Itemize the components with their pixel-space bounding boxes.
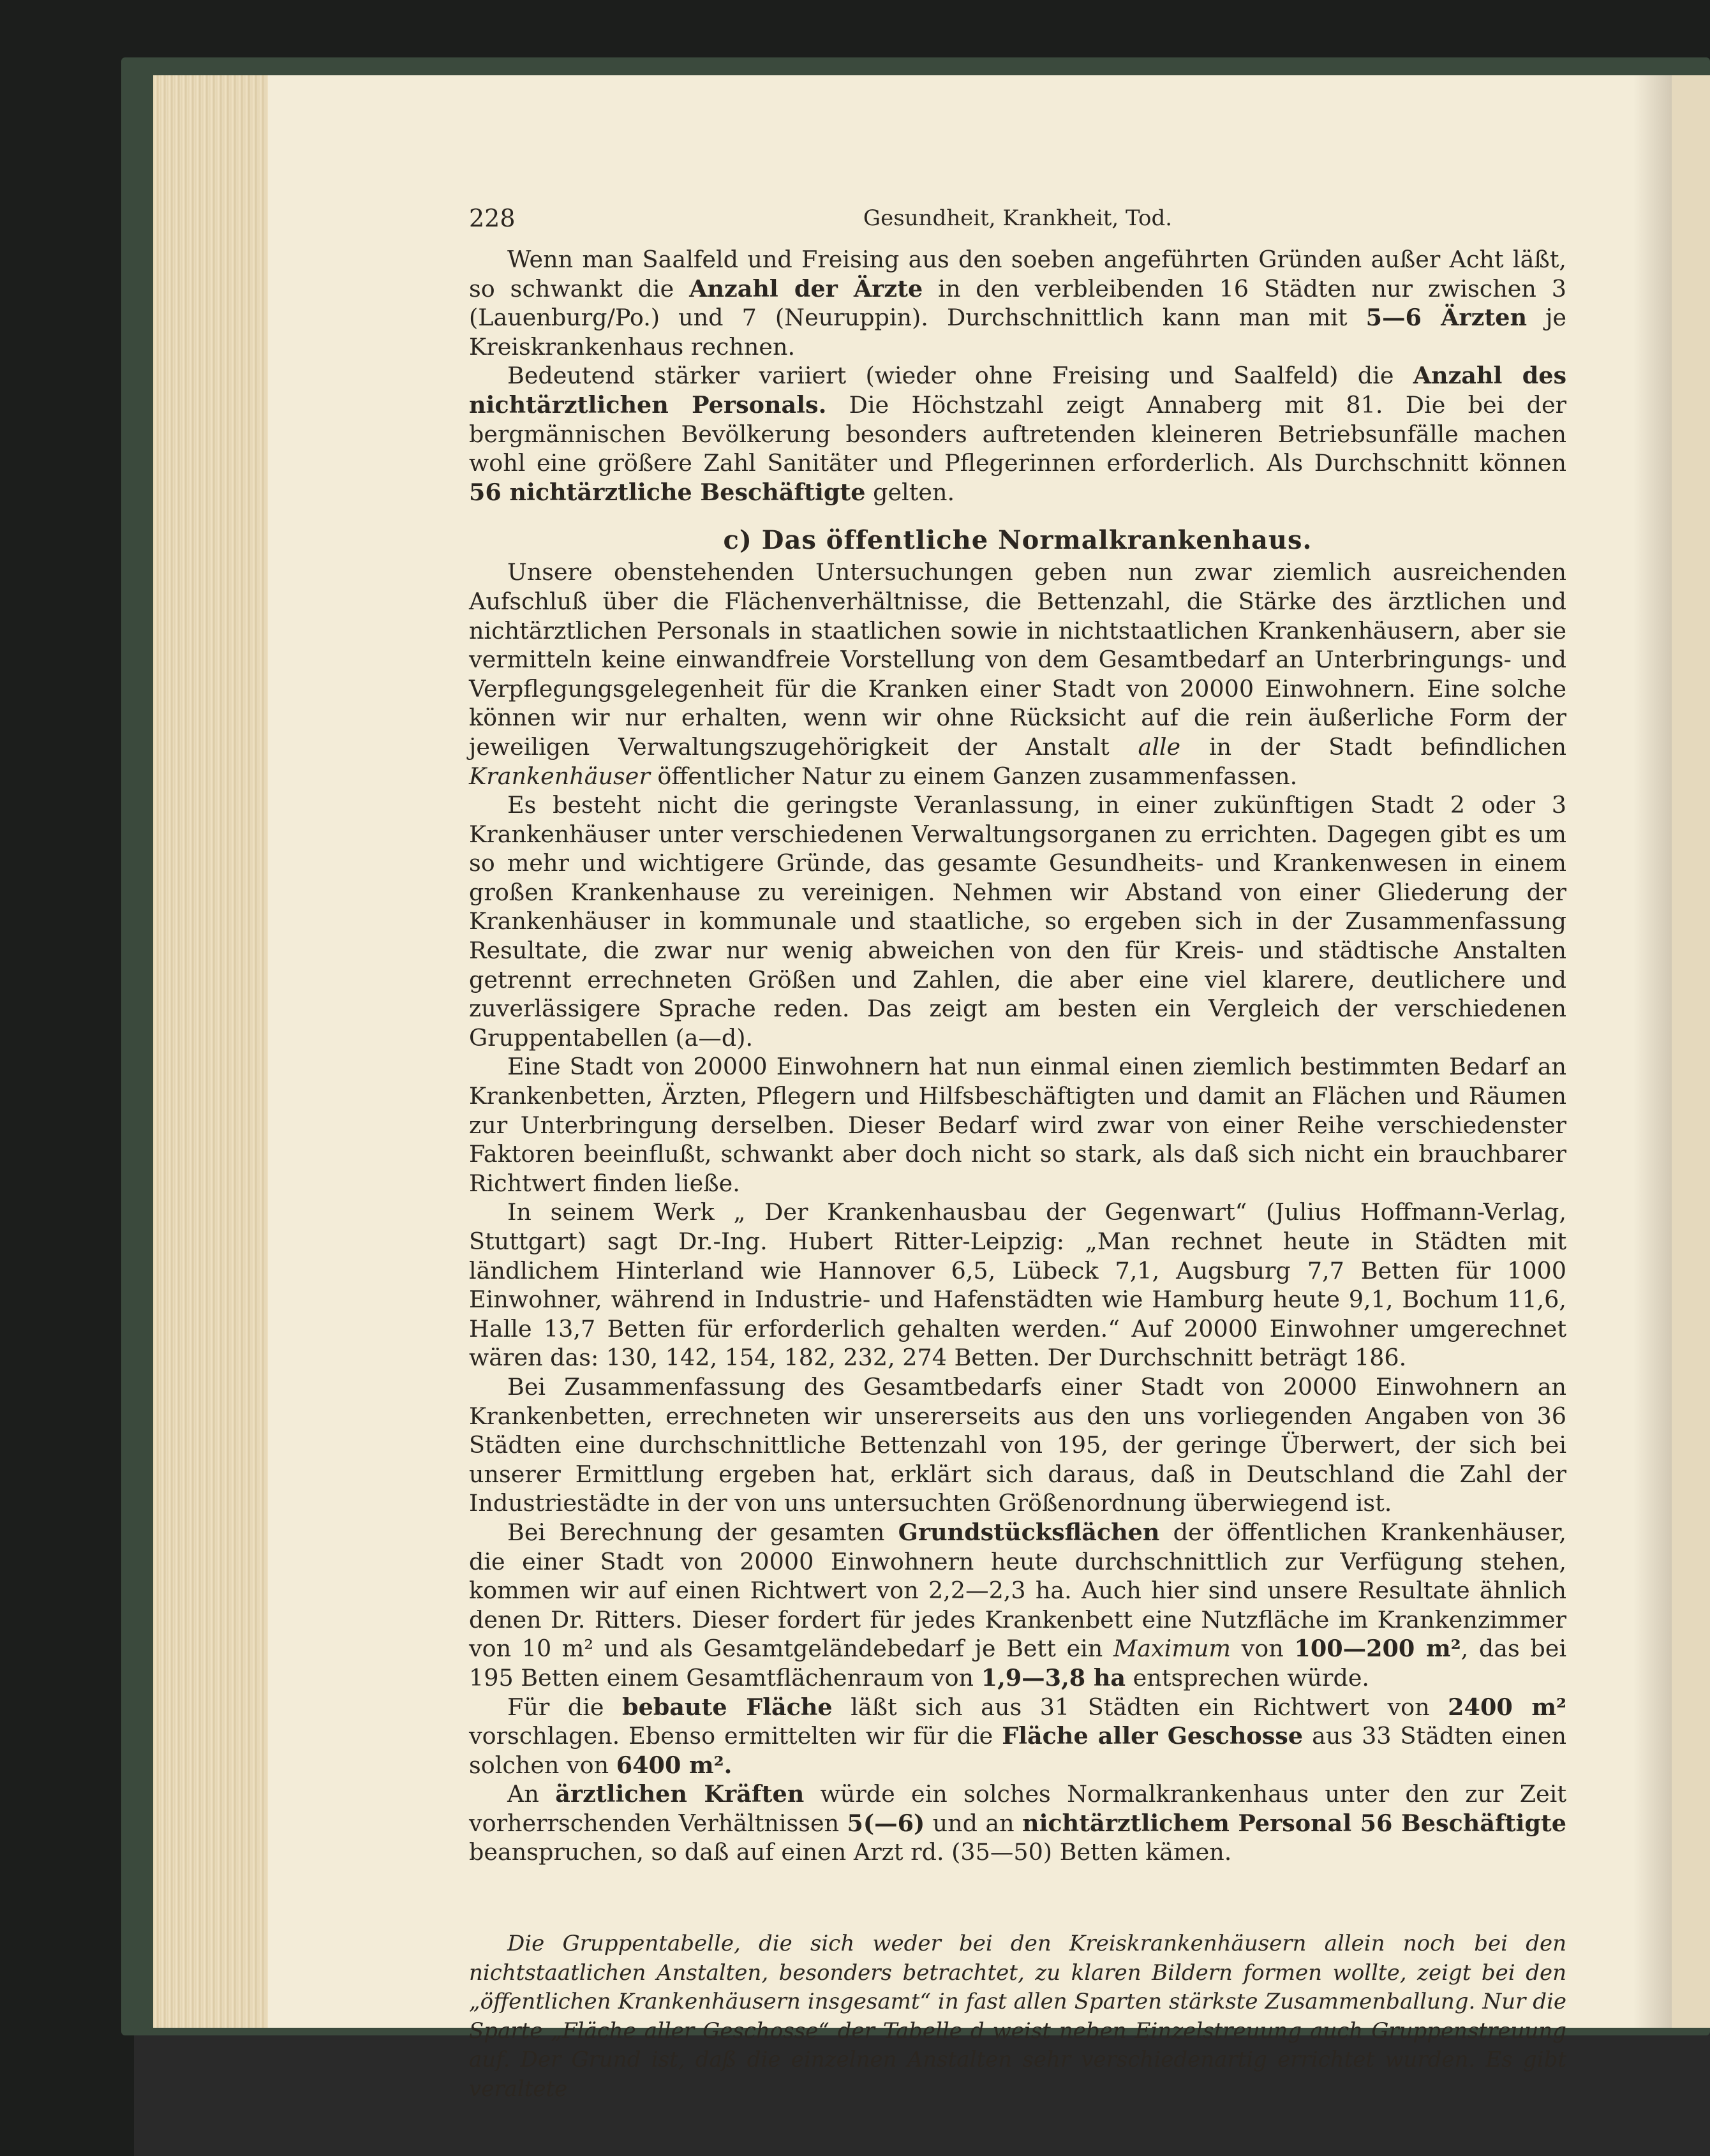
emphasis: Fläche aller Geschosse (1002, 1722, 1304, 1750)
emphasis: Anzahl der Ärzte (689, 274, 923, 302)
emphasis: Grundstücksflächen (898, 1518, 1160, 1546)
emphasis: bebaute Fläche (622, 1693, 833, 1721)
emphasis: Krankenhäuser (469, 762, 650, 790)
running-head (469, 204, 1566, 245)
emphasis: 5—6 Ärzten (1365, 304, 1527, 332)
page-gutter-shadow (1633, 75, 1672, 2028)
page-number: 228 (469, 204, 516, 232)
emphasis: alle (1138, 732, 1181, 761)
emphasis: ärztlichen Kräften (555, 1780, 805, 1808)
emphasis: 5(—6) (847, 1809, 925, 1837)
paragraph-10: An ärztlichen Kräften würde ein solches Normalkrankenhaus unter den zur Zeit vorherrschenden Verhältnissen 5(—6) und an nichtärztlichem Personal 56 Beschäftigte beanspruchen, so daß auf einen Arzt rd. (35—50) Betten kämen. (469, 1780, 1566, 1866)
emphasis: 56 nichtärztliche Beschäftigte (469, 478, 866, 506)
footnote: Die Gruppentabelle, die sich weder bei den Kreiskrankenhäusern allein noch bei den nichtstaatlichen Anstalten, besonders betrachtet, zu klaren Bildern formen wollte, zeigt bei den „öffentlichen Krankenhäusern insgesamt“ in fast allen Sparten stärkste Zusammenballung. Nur die Sparte „Fläche aller Geschosse“ der Tabelle d weist neben Einzelstreuung auch Gruppenstreuung auf. Der Grund ist, daß die einzelnen Anstalten sehr verschiedenartig errichtet wurden. Es gibt veraltete (469, 1931, 1566, 2102)
emphasis: 6400 m². (616, 1751, 732, 1779)
page-edges (153, 75, 274, 2028)
running-title: Gesundheit, Krankheit, Tod. (863, 205, 1173, 231)
emphasis: Maximum (1113, 1635, 1231, 1663)
page-text (469, 204, 1566, 2104)
paragraph-1: Wenn man Saalfeld und Freising aus den soeben angeführten Gründen außer Acht läßt, so schwankt die Anzahl der Ärzte in den verbleibenden 16 Städten nur zwischen 3 (Lauenburg/Po.) und 7 (Neuruppin). Durchschnittlich kann man mit 5—6 Ärzten je Kreiskrankenhaus rechnen. (469, 246, 1566, 361)
paragraph-4: Es besteht nicht die geringste Veranlassung, in einer zukünftigen Stadt 2 oder 3 Krankenhäuser unter verschiedenen Verwaltungsorganen zu errichten. Dagegen gibt es um so mehr und wichtigere Gründe, das gesamte Gesundheits- und Krankenwesen in einem großen Krankenhause zu vereinigen. Nehmen wir Abstand von einer Gliederung der Krankenhäuser in kommunale und staatliche, so ergeben sich in der Zusammenfassung Resultate, die zwar nur wenig abweichen von den für Kreis- und städtische Anstalten getrennt errechneten Größen und Zahlen, die aber eine viel klarere, deutlichere und zuverlässigere Sprache reden. Das zeigt am besten ein Vergleich der verschiedenen Gruppentabellen (a—d). (469, 791, 1566, 1052)
scan-border-top (0, 0, 1710, 61)
paragraph-3: Unsere obenstehenden Untersuchungen geben nun zwar ziemlich ausreichenden Aufschluß über die Flächenverhältnisse, die Bettenzahl, die Stärke des ärztlichen und nichtärztlichen Personals in staatlichen sowie in nichtstaatlichen Krankenhäusern, aber sie vermitteln keine einwandfreie Vorstellung von dem Gesamtbedarf an Unterbringungs- und Verpflegungsgelegenheit für die Kranken einer Stadt von 20000 Einwohnern. Eine solche können wir nur erhalten, wenn wir ohne Rücksicht auf die rein äußerliche Form der jeweiligen Verwaltungszugehörigkeit der Anstalt alle in der Stadt befindlichen Krankenhäuser öffentlicher Natur zu einem Ganzen zusammenfassen. (469, 558, 1566, 790)
paragraph-7: Bei Zusammenfassung des Gesamtbedarfs einer Stadt von 20000 Einwohnern an Krankenbetten, errechneten wir unsererseits aus den uns vorliegenden Angaben von 36 Städten eine durchschnittliche Bettenzahl von 195, der geringe Überwert, der sich bei unserer Ermittlung ergeben hat, erklärt sich daraus, daß in Deutschland die Zahl der Industriestädte in der von uns untersuchten Größenordnung überwiegend ist. (469, 1372, 1566, 1517)
paragraph-6: In seinem Werk „ Der Krankenhausbau der Gegenwart“ (Julius Hoffmann-Verlag, Stuttgart) sagt Dr.-Ing. Hubert Ritter-Leipzig: „Man rechnet heute in Städten mit ländlichem Hinterland wie Hannover 6,5, Lübeck 7,1, Augsburg 7,7 Betten für 1000 Einwohner, während in Industrie- und Hafenstädten wie Hamburg heute 9,1, Bochum 11,6, Halle 13,7 Betten für erforderlich gehalten werden.“ Auf 20000 Einwohner umgerechnet wären das: 130, 142, 154, 182, 232, 274 Betten. Der Durchschnitt beträgt 186. (469, 1198, 1566, 1372)
emphasis: nichtärztlichem Personal 56 Beschäftigte (1022, 1809, 1566, 1837)
scan-border-left (0, 0, 134, 2156)
paragraph-8: Bei Berechnung der gesamten Grundstücksflächen der öffentlichen Krankenhäuser, die einer Stadt von 20000 Einwohnern heute durchschnittlich zur Verfügung stehen, kommen wir auf einen Richtwert von 2,2—2,3 ha. Auch hier sind unsere Resultate ähnlich denen Dr. Ritters. Dieser fordert für jedes Krankenbett eine Nutzfläche im Krankenzimmer von 10 m² und als Gesamtgeländebedarf je Bett ein Maximum von 100—200 m², das bei 195 Betten einem Gesamtflächenraum von 1,9—3,8 ha entsprechen würde. (469, 1518, 1567, 1691)
paragraph-5: Eine Stadt von 20000 Einwohnern hat nun einmal einen ziemlich bestimmten Bedarf an Krankenbetten, Ärzten, Pflegern und Hilfsbeschäftigten und damit an Flächen und Räumen zur Unterbringung derselben. Dieser Bedarf wird zwar von einer Reihe verschiedenster Faktoren beeinflußt, schwankt aber doch nicht so stark, als daß sich nicht ein brauchbarer Richtwert finden ließe. (469, 1053, 1566, 1197)
emphasis: 2400 m² (1448, 1693, 1567, 1721)
emphasis: 1,9—3,8 ha (981, 1663, 1126, 1691)
emphasis: Anzahl des nichtärztlichen Personals. (469, 362, 1566, 419)
facing-page-edge (1672, 75, 1710, 2028)
paragraph-9: Für die bebaute Fläche läßt sich aus 31 Städten ein Richtwert von 2400 m² vorschlagen. Ebenso ermittelten wir für die Fläche aller Geschosse aus 33 Städten einen solchen von 6400 m². (469, 1693, 1567, 1779)
section-heading: c) Das öffentliche Normalkrankenhaus. (723, 525, 1312, 556)
emphasis: 100—200 m² (1294, 1635, 1461, 1663)
paragraph-2: Bedeutend stärker variiert (wieder ohne Freising und Saalfeld) die Anzahl des nichtärztlichen Personals. Die Höchstzahl zeigt Annaberg mit 81. Die bei der bergmännischen Bevölkerung besonders auftretenden kleineren Betriebsunfälle machen wohl eine größere Zahl Sanitäter und Pflegerinnen erforderlich. Als Durchschnitt können 56 nichtärztliche Beschäftigte gelten. (469, 362, 1567, 506)
